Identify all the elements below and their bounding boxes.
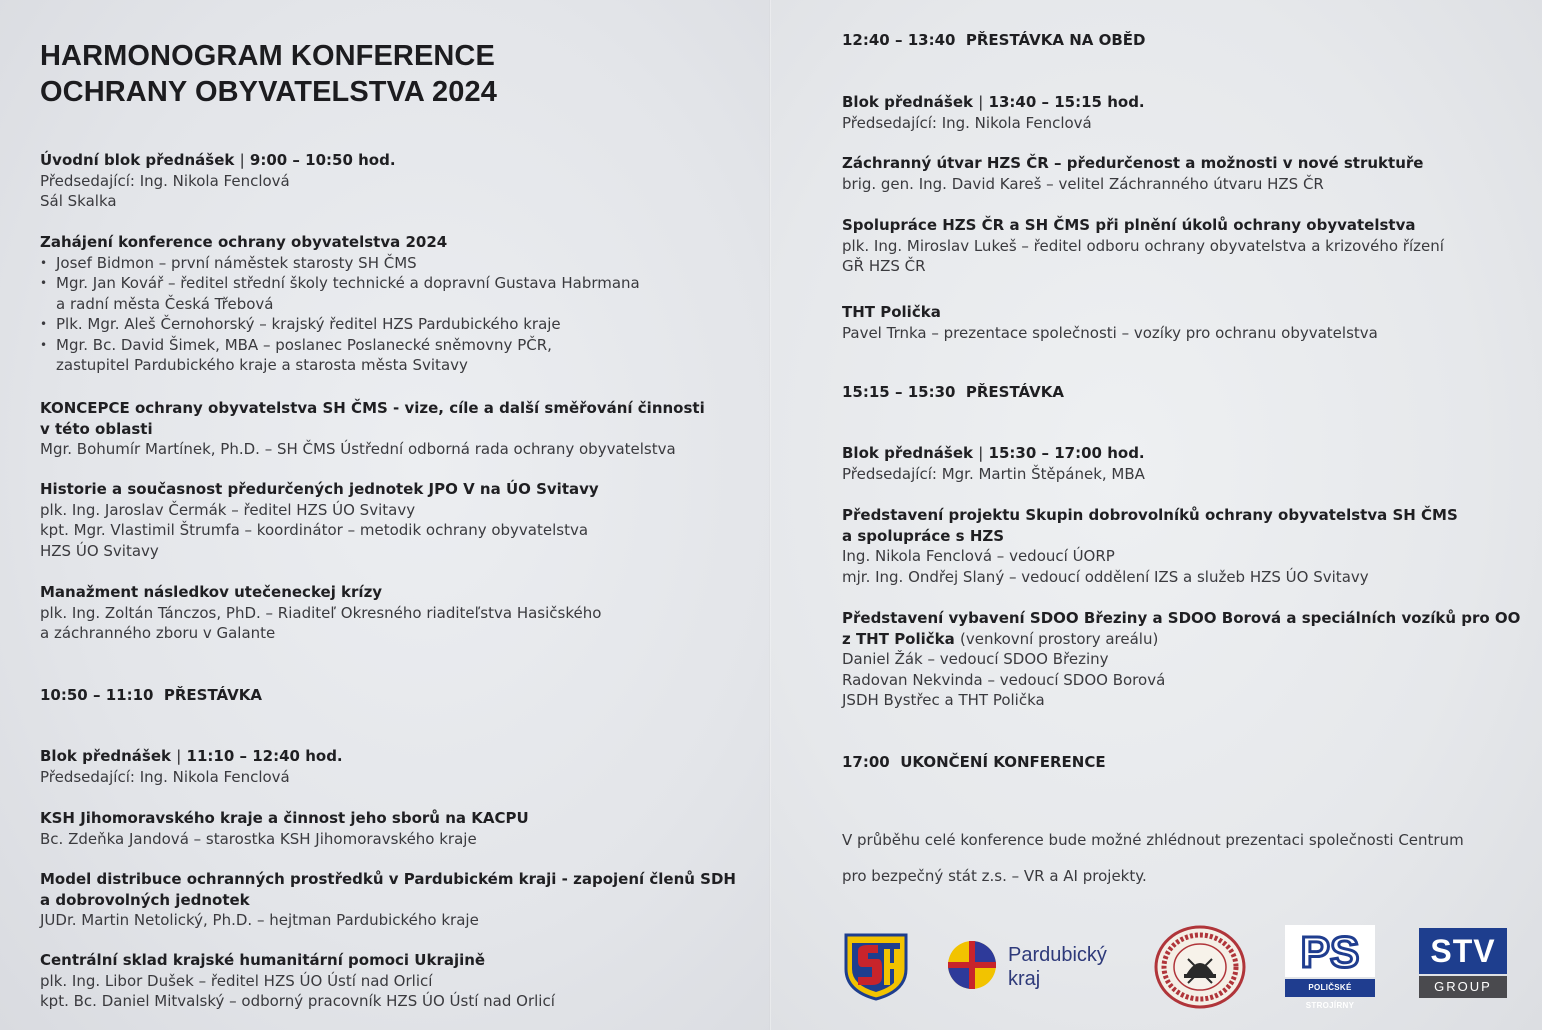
partner-logos bbox=[842, 925, 1532, 1010]
ps-caption: POLIČSKÉ STROJÍRNY bbox=[1285, 979, 1375, 997]
speaker-item: • Mgr. Bc. David Šimek, MBA – poslanec Poslanecké sněmovny PČR, zastupitel Pardubického kraje a starosta města Svitavy bbox=[40, 335, 740, 376]
pardubicky-kraj-logo bbox=[946, 939, 1126, 991]
ps-mark-icon bbox=[1285, 925, 1375, 977]
intro-block: Úvodní blok přednášek | 9:00 – 10:50 hod. Předsedající: Ing. Nikola Fenclová Sál Skalka bbox=[40, 150, 740, 212]
speaker-item: • Josef Bidmon – první náměstek starosty SH ČMS bbox=[40, 253, 740, 274]
opening-session bbox=[40, 232, 740, 376]
stv-group-logo bbox=[1419, 928, 1507, 998]
speaker-item: • Mgr. Jan Kovář – ředitel střední školy technické a dopravní Gustava Habrmana a radní města Česká Třebová bbox=[40, 273, 740, 314]
break-1: 10:50 – 11:10 PŘESTÁVKA bbox=[40, 686, 262, 704]
talk-koncepce: KONCEPCE ochrany obyvatelstva SH ČMS - vize, cíle a další směřování činnosti v této oblasti Mgr. Bohumír Martínek, Ph.D. – SH ČMS Ústřední odborná rada ochrany obyvatelstva bbox=[40, 399, 705, 458]
break-2: 15:15 – 15:30 PŘESTÁVKA bbox=[842, 383, 1064, 401]
speaker-item: • Plk. Mgr. Aleš Černohorský – krajský ředitel HZS Pardubického kraje bbox=[40, 314, 740, 335]
lecture-block-3: Blok přednášek | 13:40 – 15:15 hod. Předsedající: Ing. Nikola Fenclová bbox=[842, 93, 1145, 132]
sh-cms-logo-icon bbox=[842, 929, 910, 1001]
pardubicky-kraj-name: Pardubický kraj bbox=[1008, 944, 1107, 990]
talk-historie: Historie a současnost předurčených jednotek JPO V na ÚO Svitavy plk. Ing. Jaroslav Čermák – ředitel HZS ÚO Svitavy kpt. Mgr. Vlastimil Štrumfa – koordinátor – metodik ochrany obyvatelstva HZS ÚO Svitavy bbox=[40, 480, 599, 560]
policske-strojirny-logo bbox=[1285, 925, 1375, 1010]
talk-model: Model distribuce ochranných prostředků v Pardubickém kraji - zapojení členů SDH a dobrovolných jednotek JUDr. Martin Netolický, Ph.D. – hejtman Pardubického kraje bbox=[40, 870, 736, 929]
closing-note: V průběhu celé konference bude možné zhlédnout prezentaci společnosti Centrum pro bezpečný stát z.s. – VR a AI projekty. bbox=[842, 831, 1464, 885]
talk-tht: THT Polička Pavel Trnka – prezentace společnosti – vozíky pro ochranu obyvatelstva bbox=[842, 303, 1378, 342]
right-page bbox=[771, 0, 1542, 1030]
talk-zachranny-utvar: Záchranný útvar HZS ČR – předurčenost a možnosti v nové struktuře brig. gen. Ing. David Kareš – velitel Záchranného útvaru HZS ČR bbox=[842, 154, 1424, 193]
lecture-block-4: Blok přednášek | 15:30 – 17:00 hod. Předsedající: Mgr. Martin Štěpánek, MBA bbox=[842, 444, 1145, 483]
page-title: HARMONOGRAM KONFERENCE OCHRANY OBYVATELSTVA 2024 bbox=[40, 40, 497, 108]
talk-manazment: Manažment následkov utečeneckej krízy plk. Ing. Zoltán Tánczos, PhD. – Riaditeľ Okresného riaditeľstva Hasičského a záchranného zboru v Galante bbox=[40, 583, 602, 642]
talk-skupiny: Představení projektu Skupin dobrovolníků ochrany obyvatelstva SH ČMS a spolupráce s HZS Ing. Nikola Fenclová – vedoucí ÚORP mjr. Ing. Ondřej Slaný – vedoucí oddělení IZS a služeb HZS ÚO Svitavy bbox=[842, 506, 1458, 586]
opening-title: Zahájení konference ochrany obyvatelstva 2024 bbox=[40, 233, 448, 251]
intro-chair: Předsedající: Ing. Nikola Fenclová bbox=[40, 171, 290, 190]
pardubicky-kraj-icon bbox=[946, 939, 998, 991]
talk-spoluprace: Spolupráce HZS ČR a SH ČMS při plnění úkolů ochrany obyvatelstva plk. Ing. Miroslav Lukeš – ředitel odboru ochrany obyvatelstva a krizového řízení GŘ HZS ČR bbox=[842, 216, 1444, 275]
fire-brigade-seal-icon bbox=[1154, 925, 1246, 1009]
stv-top: STV bbox=[1419, 928, 1507, 974]
lecture-block-2: Blok přednášek | 11:10 – 12:40 hod. Předsedající: Ing. Nikola Fenclová bbox=[40, 747, 343, 786]
lunch-break: 12:40 – 13:40 PŘESTÁVKA NA OBĚD bbox=[842, 31, 1146, 49]
intro-room: Sál Skalka bbox=[40, 192, 117, 210]
stv-bottom: GROUP bbox=[1419, 976, 1507, 998]
opening-speakers bbox=[40, 253, 740, 376]
talk-vybaveni: Představení vybavení SDOO Březiny a SDOO Borová a speciálních vozíků pro OO z THT Polička (venkovní prostory areálu) Daniel Žák – vedoucí SDOO Březiny Radovan Nekvinda – vedoucí SDOO Borová JSDH Bystřec a THT Polička bbox=[842, 609, 1521, 709]
talk-sklad: Centrální sklad krajské humanitární pomoci Ukrajině plk. Ing. Libor Dušek – ředitel HZS ÚO Ústí nad Orlicí kpt. Bc. Daniel Mitvalský – odborný pracovník HZS ÚO Ústí nad Orlicí bbox=[40, 951, 555, 1010]
conference-end: 17:00 UKONČENÍ KONFERENCE bbox=[842, 753, 1106, 771]
talk-ksh: KSH Jihomoravského kraje a činnost jeho sborů na KACPU Bc. Zdeňka Jandová – starostka KSH Jihomoravského kraje bbox=[40, 809, 529, 848]
svg-text:PS: PS bbox=[1300, 928, 1360, 977]
